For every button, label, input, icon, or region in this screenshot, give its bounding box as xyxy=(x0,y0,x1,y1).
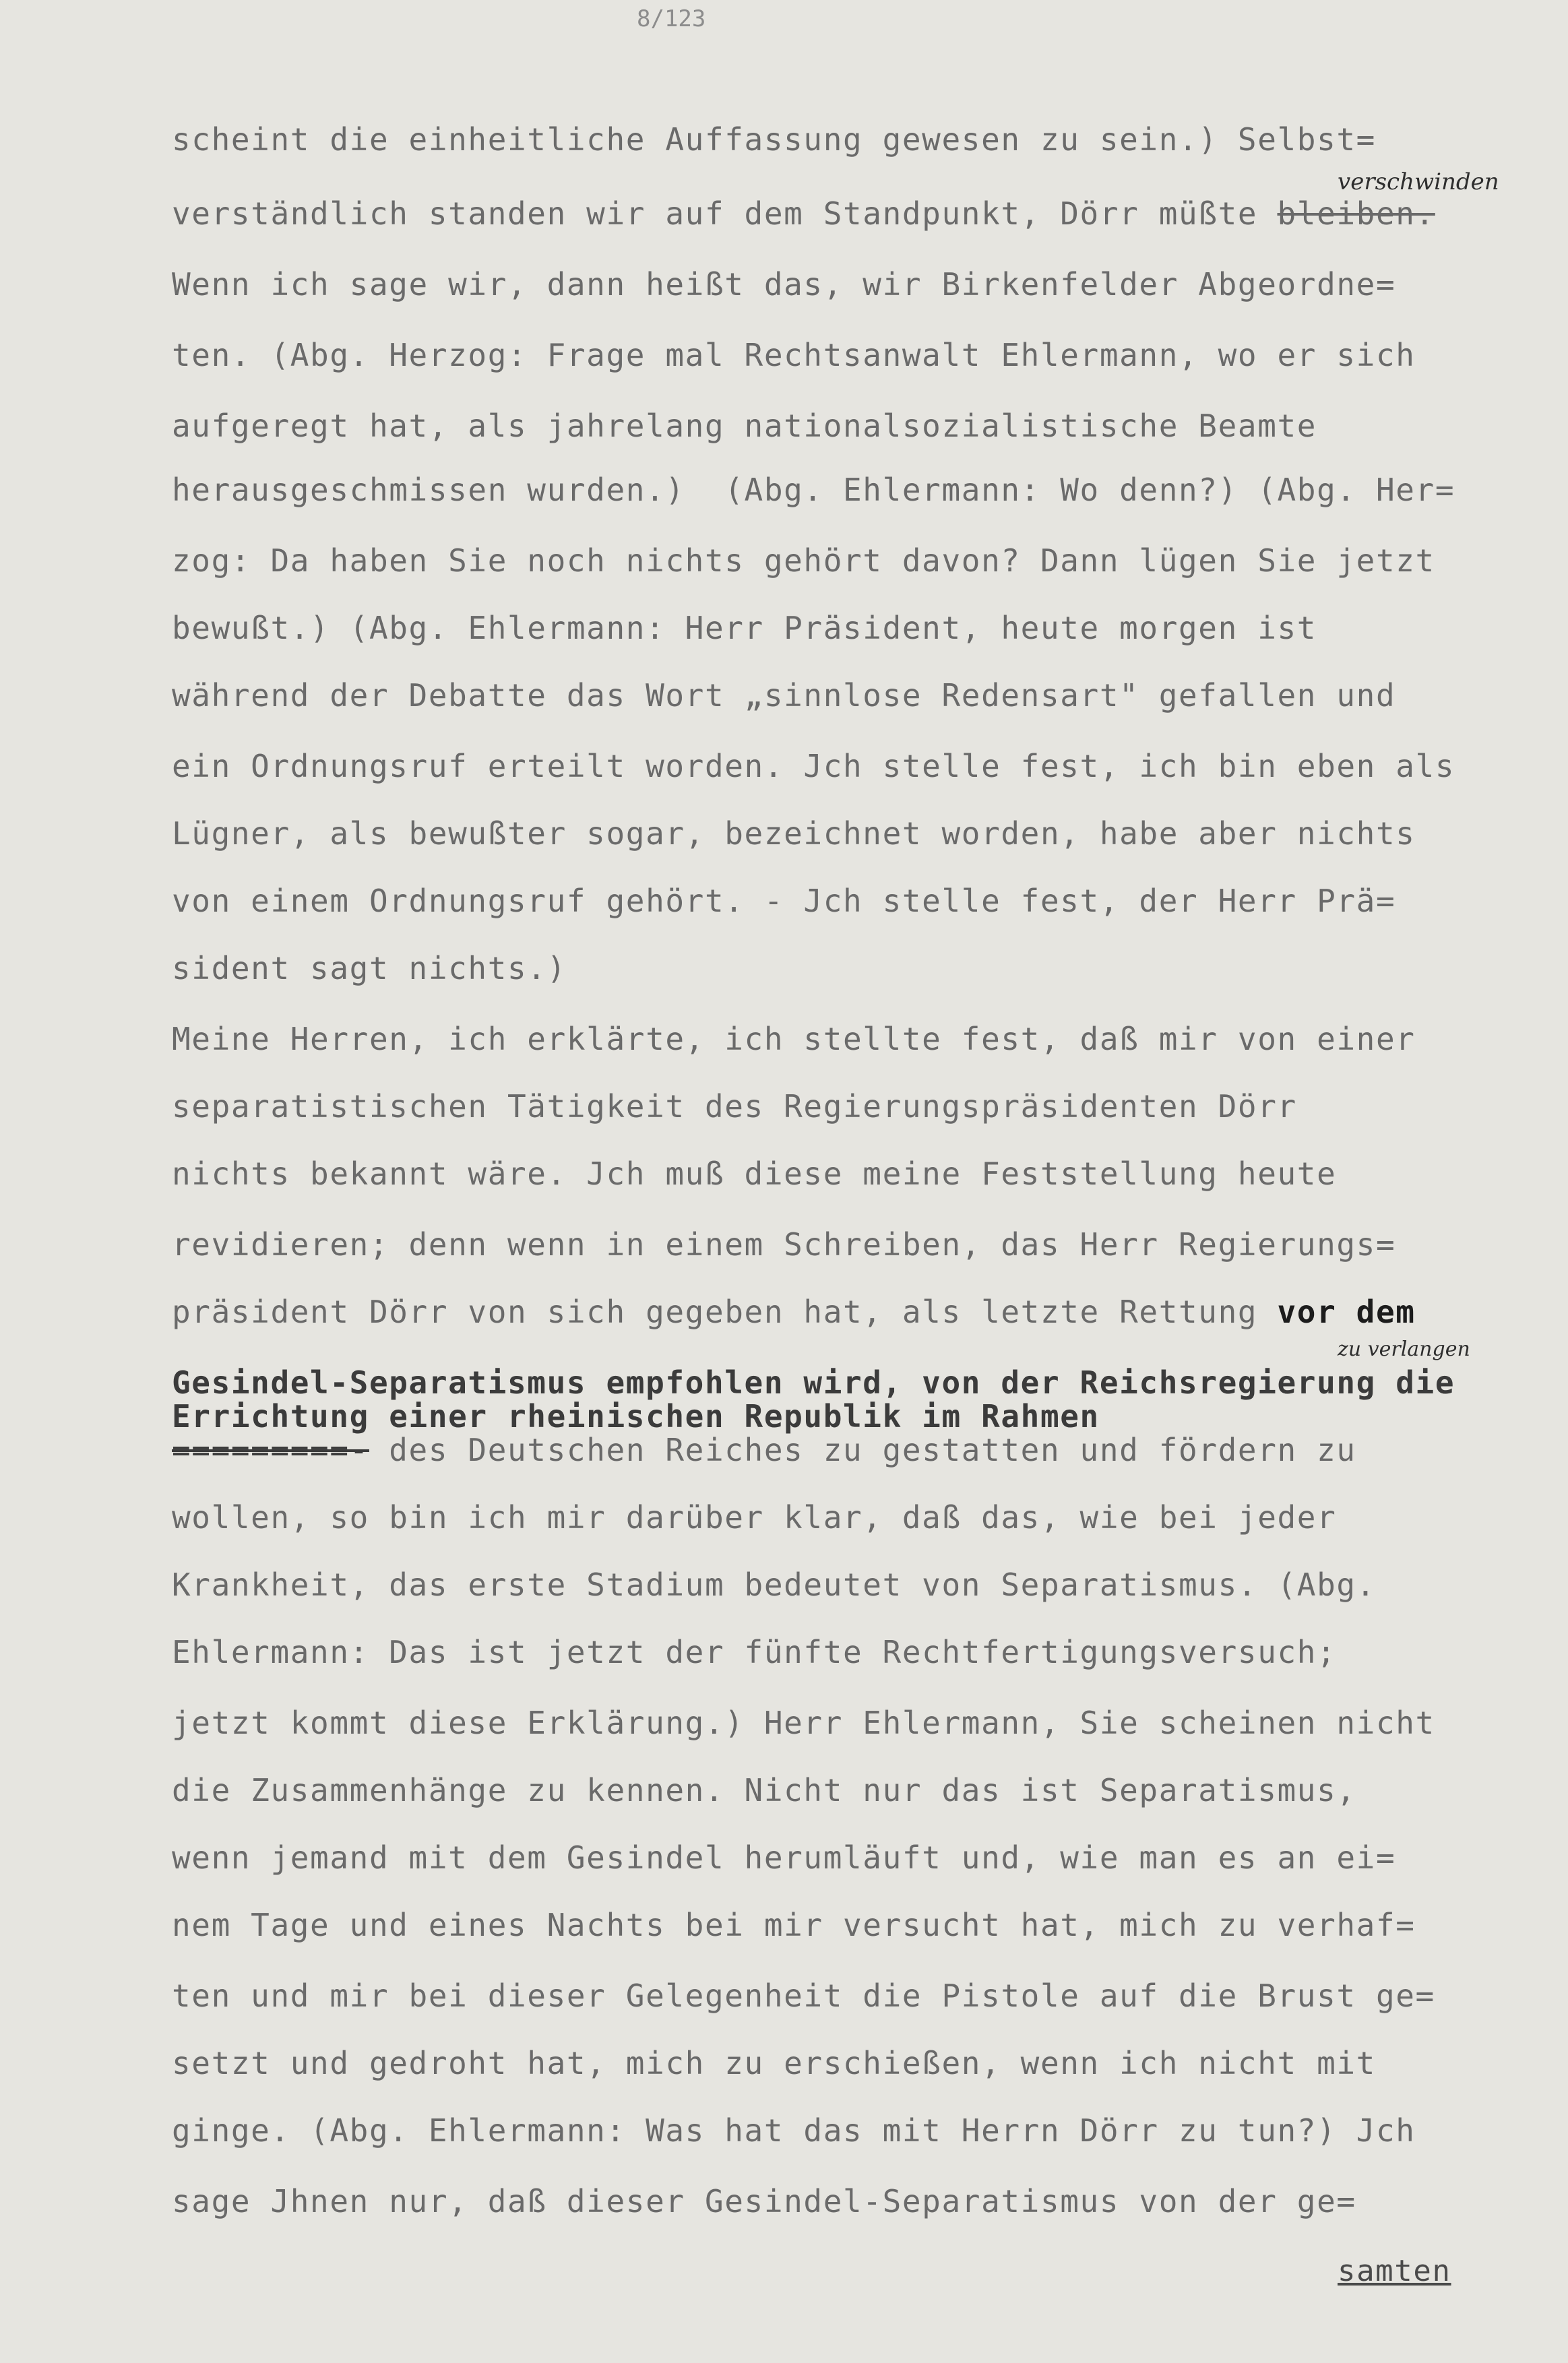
text-line: ten und mir bei dieser Gelegenheit die Pistole auf die Brust ge= xyxy=(172,1978,1435,2014)
text-line: nem Tage und eines Nachts bei mir versucht hat, mich zu verhaf= xyxy=(172,1907,1416,1943)
handwritten-annotation: verschwinden xyxy=(1338,168,1499,195)
text-line: sage Jhnen nur, daß dieser Gesindel-Separatismus von der ge= xyxy=(172,2183,1356,2219)
text-line: =========- des Deutschen Reiches zu gestatten und fördern zu xyxy=(172,1432,1356,1468)
text-line: nichts bekannt wäre. Jch muß diese meine Feststellung heute xyxy=(172,1156,1337,1192)
text-line: jetzt kommt diese Erklärung.) Herr Ehlermann, Sie scheinen nicht xyxy=(172,1705,1435,1741)
text-line: Lügner, als bewußter sogar, bezeichnet worden, habe aber nichts xyxy=(172,815,1416,852)
text-line: Ehlermann: Das ist jetzt der fünfte Rechtfertigungsversuch; xyxy=(172,1634,1337,1670)
text-line: zog: Da haben Sie noch nichts gehört davon? Dann lügen Sie jetzt xyxy=(172,542,1435,579)
text-line: die Zusammenhänge zu kennen. Nicht nur das ist Separatismus, xyxy=(172,1772,1356,1808)
struck-word: bleiben. xyxy=(1277,195,1435,232)
struck-dashes: =========- xyxy=(172,1432,369,1468)
text-line: ein Ordnungsruf erteilt worden. Jch stelle fest, ich bin eben als xyxy=(172,748,1455,784)
text-line: ginge. (Abg. Ehlermann: Was hat das mit Herrn Dörr zu tun?) Jch xyxy=(172,2112,1416,2149)
text-line: sident sagt nichts.) xyxy=(172,950,567,986)
inserted-line: Errichtung einer rheinischen Republik im Rahmen xyxy=(172,1398,1100,1435)
inserted-text: vor dem xyxy=(1277,1294,1416,1330)
text-line: Meine Herren, ich erklärte, ich stellte fest, daß mir von einer xyxy=(172,1021,1416,1057)
text-line: separatistischen Tätigkeit des Regierungspräsidenten Dörr xyxy=(172,1088,1297,1125)
text-line: bewußt.) (Abg. Ehlermann: Herr Präsident, heute morgen ist xyxy=(172,610,1317,646)
text-line: präsident Dörr von sich gegeben hat, als letzte Rettung vor dem xyxy=(172,1294,1416,1330)
page-number: 8/123 xyxy=(637,5,706,32)
handwritten-annotation: zu verlangen xyxy=(1338,1337,1470,1361)
text-line: revidieren; denn wenn in einem Schreiben, das Herr Regierungs= xyxy=(172,1226,1396,1263)
inserted-line: Gesindel-Separatismus empfohlen wird, von der Reichsregierung die xyxy=(172,1364,1455,1401)
text-line: setzt und gedroht hat, mich zu erschießen, wenn ich nicht mit xyxy=(172,2045,1376,2081)
text-line: wollen, so bin ich mir darüber klar, daß das, wie bei jeder xyxy=(172,1499,1337,1536)
text-line: wenn jemand mit dem Gesindel herumläuft und, wie man es an ei= xyxy=(172,1839,1396,1876)
text-line: Wenn ich sage wir, dann heißt das, wir Birkenfelder Abgeordne= xyxy=(172,266,1396,303)
text-line: verständlich standen wir auf dem Standpunkt, Dörr müßte bleiben. xyxy=(172,195,1435,232)
text-line: von einem Ordnungsruf gehört. - Jch stelle fest, der Herr Prä= xyxy=(172,883,1396,919)
text-line: Krankheit, das erste Stadium bedeutet von Separatismus. (Abg. xyxy=(172,1567,1376,1603)
text-line: aufgeregt hat, als jahrelang nationalsozialistische Beamte xyxy=(172,408,1317,444)
catchword: samten xyxy=(1338,2254,1451,2288)
text-line: während der Debatte das Wort „sinnlose Redensart" gefallen und xyxy=(172,677,1396,714)
text-line: scheint die einheitliche Auffassung gewesen zu sein.) Selbst= xyxy=(172,121,1376,158)
text-line: ten. (Abg. Herzog: Frage mal Rechtsanwalt Ehlermann, wo er sich xyxy=(172,337,1416,373)
text-line: herausgeschmissen wurden.) (Abg. Ehlermann: Wo denn?) (Abg. Her= xyxy=(172,472,1455,508)
